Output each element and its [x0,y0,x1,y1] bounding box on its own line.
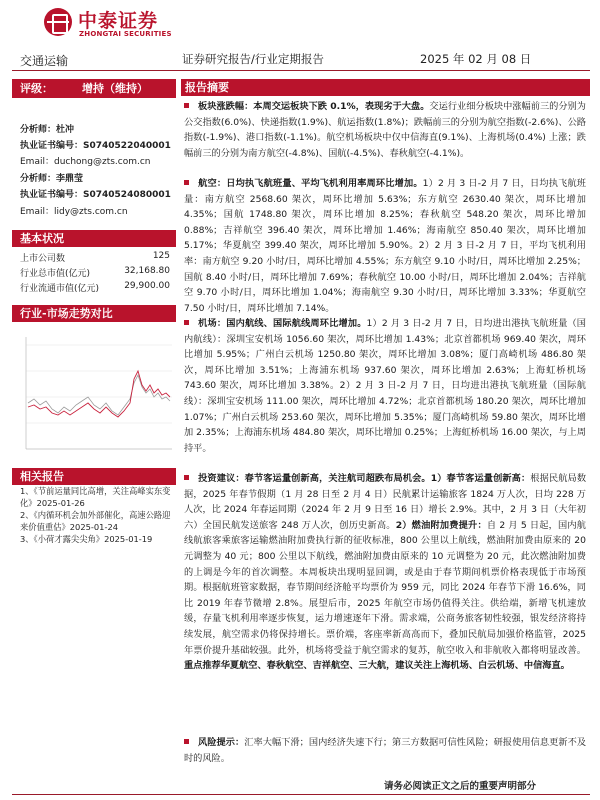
bullet-icon [184,475,189,480]
footer-disclaimer: 请务必阅读正文之后的重要声明部分 [384,781,537,792]
analyst-1-cert-number: S0740522040001 [83,141,171,151]
para-recommendation: 重点推荐华夏航空、春秋航空、吉祥航空、三大航，建议关注上海机场、白云机场、中信海直。 [184,660,570,672]
para-heading: 投资建议：春节客运量创新高，关注航司超跌布局机会。 [198,473,431,484]
trend-title: 行业-市场走势对比 [12,305,176,322]
stat-label: 行业流通市值(亿元) [20,284,100,294]
industry-name: 交通运输 [20,54,69,68]
para-heading: 风险提示： [198,737,245,748]
rating-bar [12,79,176,98]
para-body: 1）2 月 3 日-2 月 7 日，日均执飞航班量：南方航空 2568.60 架次，周环比增加 5.63%；东方航空 2630.40 架次，周环比增加 4.35%；国航 1748.80 架次，周环比增加 8.25%；春秋航空 548.20 架次，周环比增加 0.88%；吉祥航空 396.40 架次，周环比增加 1.46%；海南航空 850.40 架次，周环比增加 5.17%；华夏航空 399.40 架次，周环比增加 5.90%。2）2 月 3 日-2 月 7 日，平均飞机利用率：南方航空 9.20 小时/日，周环比增加 4.55%；东方航空 9.10 小时/日，周环比增加 2.25%；国航 8.40 小时/日，周环比增加 7.69%；春秋航空 10.00 小时/日，周环比增加 2.04%；吉祥航空 9.70 小时/日，周环比增加 1.04%；海南航空 9.30 小时/日，周环比增加 3.33%；华夏航空 7.50 小时/日，周环比增加 7.14%。 [184,178,586,314]
para-heading: 板块涨跌幅：本周交运板块下跌 0.1%，表现劣于大盘。 [198,101,430,112]
para-body: 1）2 月 3 日-2 月 7 日，日均进出港执飞航班量（国内航线）：深圳宝安机场 1056.60 架次，周环比增加 1.43%；北京首都机场 969.40 架次，周环比增加 5.95%；广州白云机场 1250.80 架次，周环比增加 3.08%；厦门高崎机场 486.80 架次，周环比增加 3.51%；上海浦东机场 937.60 架次，周环比增加 2.63%；上海虹桥机场 743.60 架次，周环比增加 3.38%。2）2 月 3 日-2 月 7 日，日均进出港执飞航班量（国际航线）：深圳宝安机场 111.00 架次，周环比增加 4.72%；北京首都机场 180.20 架次，周环比增加 1.07%；广州白云机场 253.60 架次，周环比增加 5.35%；厦门高崎机场 59.80 架次，周环比增加 2.35%；上海浦东机场 484.80 架次，周环比增加 0.25%；上海虹桥机场 16.00 架次，与上周持平。 [184,318,586,454]
rating-value: 增持（维持） [82,82,148,95]
summary-para-airline [184,176,586,316]
footer-divider [12,794,590,795]
brand-name-cn: 中泰证券 [78,10,159,32]
para-body: 交运行业细分板块中涨幅前三的分别为公交指数(6.0%)、快递指数(1.9%)、航运指数(1.8%)；跌幅前三的分别为航空指数(-2.6%)、公路指数(-1.9%)、港口指数(-1.1%)。航空机场板块中仅中信海直(9.1%)、上海机场(0.4%) 上涨；跌幅前三的分别为南方航空(-4.8%)、国航(-4.5%)、春秋航空(-4.1%)。 [184,101,586,159]
analyst-1-cert [20,138,171,151]
analyst-1-role [20,122,74,135]
stat-label: 上市公司数 [20,254,66,264]
para-subheading: 1）春节客运量创新高： [430,473,531,484]
market-line [28,375,170,415]
basic-info-title: 基本状况 [12,230,176,247]
bullet-icon [184,320,189,325]
summary-para-risk [184,735,586,766]
stat-row [20,251,170,263]
summary-para-airport [184,316,586,456]
analyst-1-email-row [20,154,151,167]
analyst-2-name: 李鼎莹 [56,174,84,184]
analyst-2-cert-number: S0740524080001 [83,190,171,200]
analyst-2-role-label: 分析师： [20,174,57,184]
analyst-1-role-label: 分析师： [20,125,57,135]
stat-value: 29,900.00 [124,281,170,291]
chart-gridlines [26,345,172,423]
para-body: 汇率大幅下滑；国内经济失速下行；第三方数据可信性风险；研报使用信息更新不及时的风险。 [184,737,587,764]
report-date: 2025 年 02 月 08 日 [420,52,532,66]
stat-row [20,281,170,293]
industry-line [28,371,170,417]
stat-row [20,266,170,278]
para-body: 根据民航局数据，2025 年春节假期（1 月 28 日至 2 月 4 日）民航累计运输旅客 1824 万人次，日均 228 万人次，比 2024 年春运同期（2024 年 2 月 9 日至 16 日）增长 2.9%。其中，2 月 3 日（大年初六）全国民航发送旅客 248 万人次，创历史新高。 [184,473,587,531]
related-report-link[interactable]: 2、《内循环机会加外部催化，高速公路迎来价值重估》2025-01-24 [20,510,171,532]
brand-logo [44,6,174,42]
analyst-2-cert-label: 执业证书编号： [20,190,84,200]
analyst-2-cert [20,187,171,200]
bullet-icon [184,103,189,108]
bullet-icon [184,739,189,744]
analyst-2-email-label: Email： [20,207,54,217]
summary-para-sector [184,99,586,161]
stat-value: 125 [152,251,170,261]
brand-name-en: ZHONGTAI SECURITIES [79,30,172,38]
header-divider [12,70,590,71]
analyst-2-role [20,171,83,184]
stat-value: 32,168.80 [124,266,170,276]
summary-title: 报告摘要 [181,79,590,96]
trend-chart [14,327,176,467]
related-report-link[interactable]: 3、《小荷才露尖尖角》2025-01-19 [20,534,153,544]
bullet-icon [184,180,189,185]
report-type: 证券研究报告/行业定期报告 [182,52,324,66]
para-heading: 航空：日均执飞航班量、平均飞机利用率周环比增加。 [198,178,423,189]
stat-label: 行业总市值(亿元) [20,269,91,279]
analyst-2-email-row [20,204,128,217]
related-title: 相关报告 [12,468,176,485]
summary-para-investment [184,471,586,674]
analyst-1-name: 杜冲 [56,125,75,135]
analyst-1-email-label: Email： [20,157,54,167]
para-body: 自 2 月 5 日起，国内航线航旅客乘旅客运输燃油附加费执行新的征收标准，800 公里以上航线，燃油附加费由原来的 20 元调整为 40 元；800 公里以下航线，燃油附加费由原来的 10 元调整为 20 元，此次燃油附加费的上调是今年的首次调整。本周板块出现明显回调，或是由于春节期间机票价格表现低于市场预期。根据航班管家数据，春节期间经济舱平均票价为 959 元，同比 2024 年春节下滑 16.6%，同比 2019 年春节微增 2.8%。展望后市，2025 年航空市场仍值得关注。供给端，新增飞机速放缓，存量飞机利用率逐步恢复，运力增速逐年下滑。需求端，公商务旅客韧性较强，银发经济将持续发展，航空需求仍将保持增长。票价端，客座率新高高而下，叠加民航局加强价格监管，2025 年票价提升基础较强。此外，机场将受益于航空需求的复苏，航空收入和非航收入都将明显改善。 [184,519,586,656]
related-report-link[interactable]: 1、《节前运量同比高增，关注高峰实东变化》2025-01-26 [20,486,171,508]
para-heading: 机场：国内航线、国际航线周环比增加。 [198,318,367,329]
analyst-2-email[interactable]: lidy@zts.com.cn [53,207,128,217]
rating-label: 评级： [20,82,53,95]
analyst-1-email[interactable]: duchong@zts.com.cn [53,157,151,167]
para-subheading: 2）燃油附加费提升： [395,519,487,531]
analyst-1-cert-label: 执业证书编号： [20,141,84,151]
logo-mark-icon [44,8,72,36]
